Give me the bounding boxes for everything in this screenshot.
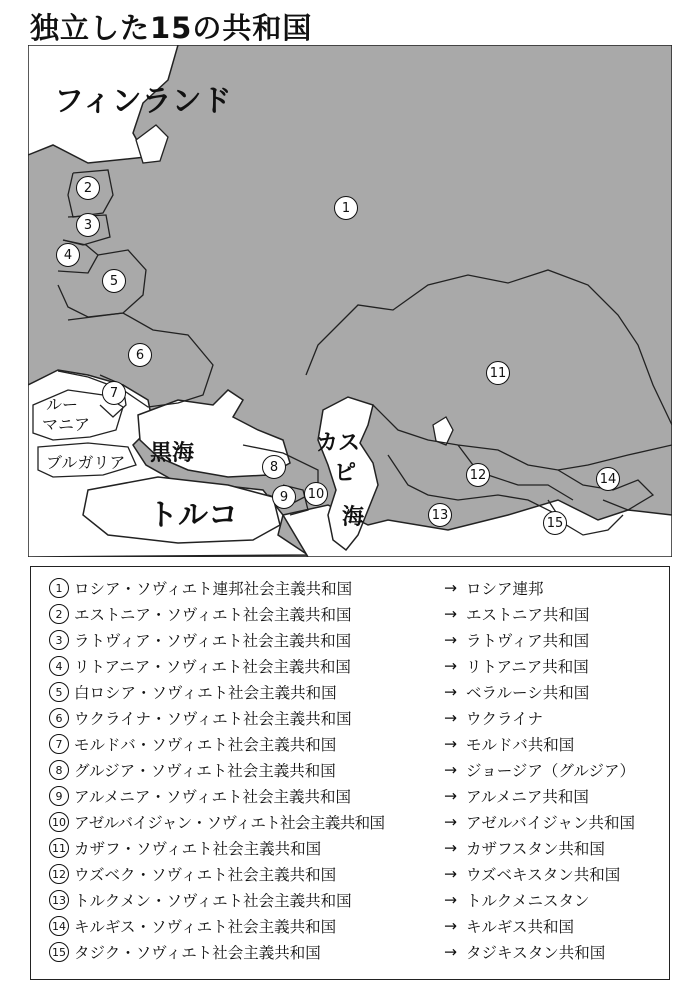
label-caspian-1: カス xyxy=(316,431,361,456)
legend-old-name: カザフ・ソヴィエト社会主義共和国 xyxy=(74,840,322,858)
marker-10: 10 xyxy=(304,482,328,506)
legend-old-name: トルクメン・ソヴィエト社会主義共和国 xyxy=(74,892,352,910)
marker-6: 6 xyxy=(128,343,152,367)
label-romania-2: マニア xyxy=(42,415,91,434)
map xyxy=(28,45,672,557)
marker-2: 2 xyxy=(76,176,100,200)
legend-number: 5 xyxy=(49,682,69,702)
arrow: → xyxy=(444,813,457,831)
legend-number: 2 xyxy=(49,604,69,624)
marker-14: 14 xyxy=(596,467,620,491)
marker-11: 11 xyxy=(486,361,510,385)
legend-row xyxy=(49,861,620,887)
legend-new-name: ベラルーシ共和国 xyxy=(466,684,590,702)
legend-number: 11 xyxy=(49,838,69,858)
legend-row xyxy=(49,835,605,861)
marker-15: 15 xyxy=(543,511,567,535)
label-turkey: トルコ xyxy=(148,498,238,533)
legend-row xyxy=(49,913,574,939)
legend-new-name: ウクライナ xyxy=(466,710,544,728)
legend-old-name: アゼルバイジャン・ソヴィエト社会主義共和国 xyxy=(74,814,385,832)
legend-number: 3 xyxy=(49,630,69,650)
arrow: → xyxy=(444,735,457,753)
legend-number: 14 xyxy=(49,916,69,936)
legend-old-name: キルギス・ソヴィエト社会主義共和国 xyxy=(74,918,337,936)
legend-number: 4 xyxy=(49,656,69,676)
legend-new-name: ラトヴィア共和国 xyxy=(466,632,590,650)
legend-row xyxy=(49,887,590,913)
legend-number: 1 xyxy=(49,578,69,598)
marker-4: 4 xyxy=(56,243,80,267)
legend-new-name: ウズベキスタン共和国 xyxy=(466,866,621,884)
label-caspian-2: ピ xyxy=(334,461,357,486)
legend-old-name: ロシア・ソヴィエト連邦社会主義共和国 xyxy=(74,580,353,598)
legend-row xyxy=(49,575,544,601)
legend-old-name: ウズベク・ソヴィエト社会主義共和国 xyxy=(74,866,337,884)
legend-new-name: トルクメニスタン xyxy=(466,892,590,910)
legend-new-name: カザフスタン共和国 xyxy=(466,840,605,858)
legend-old-name: ウクライナ・ソヴィエト社会主義共和国 xyxy=(74,710,352,728)
legend-number: 15 xyxy=(49,942,69,962)
legend-row xyxy=(49,783,589,809)
legend-row xyxy=(49,757,635,783)
label-bulgaria: ブルガリア xyxy=(46,453,126,472)
legend-row xyxy=(49,601,589,627)
legend-old-name: タジク・ソヴィエト社会主義共和国 xyxy=(74,944,321,962)
label-caspian-3: 海 xyxy=(342,505,365,530)
legend-number: 8 xyxy=(49,760,69,780)
legend-row xyxy=(49,731,574,757)
arrow: → xyxy=(444,917,457,935)
arrow: → xyxy=(444,891,457,909)
legend-number: 12 xyxy=(49,864,69,884)
marker-9: 9 xyxy=(272,485,296,509)
legend-row xyxy=(49,809,635,835)
legend-old-name: 白ロシア・ソヴィエト社会主義共和国 xyxy=(74,684,337,702)
page-title: 独立した15の共和国 xyxy=(30,11,313,45)
arrow: → xyxy=(444,761,457,779)
legend-old-name: リトアニア・ソヴィエト社会主義共和国 xyxy=(74,658,351,676)
arrow: → xyxy=(444,657,457,675)
arrow: → xyxy=(444,605,457,623)
legend-new-name: モルドバ共和国 xyxy=(466,736,575,754)
legend-number: 7 xyxy=(49,734,69,754)
legend-new-name: アゼルバイジャン共和国 xyxy=(466,814,635,832)
legend-old-name: グルジア・ソヴィエト社会主義共和国 xyxy=(74,762,336,780)
marker-5: 5 xyxy=(102,269,126,293)
legend-number: 6 xyxy=(49,708,69,728)
label-finland: フィンランド xyxy=(54,84,232,119)
legend-box xyxy=(30,566,670,980)
marker-8: 8 xyxy=(262,455,286,479)
marker-7: 7 xyxy=(102,381,126,405)
label-romania-1: ルー xyxy=(46,395,79,414)
legend-number: 10 xyxy=(49,812,69,832)
legend-row xyxy=(49,627,589,653)
legend-new-name: キルギス共和国 xyxy=(466,918,575,936)
arrow: → xyxy=(444,839,457,857)
legend-new-name: ジョージア（グルジア） xyxy=(466,762,636,780)
legend-new-name: アルメニア共和国 xyxy=(466,788,589,806)
label-black-sea: 黒海 xyxy=(150,441,195,466)
arrow: → xyxy=(444,787,457,805)
marker-3: 3 xyxy=(76,213,100,237)
legend-row xyxy=(49,705,543,731)
marker-1: 1 xyxy=(334,196,358,220)
legend-new-name: タジキスタン共和国 xyxy=(466,944,606,962)
legend-row xyxy=(49,653,589,679)
legend-old-name: エストニア・ソヴィエト社会主義共和国 xyxy=(74,606,352,624)
arrow: → xyxy=(444,683,457,701)
arrow: → xyxy=(444,579,457,597)
arrow: → xyxy=(444,631,457,649)
legend-number: 9 xyxy=(49,786,69,806)
legend-new-name: ロシア連邦 xyxy=(466,580,544,598)
marker-13: 13 xyxy=(428,503,452,527)
legend-old-name: アルメニア・ソヴィエト社会主義共和国 xyxy=(74,788,351,806)
arrow: → xyxy=(444,865,457,883)
legend-row xyxy=(49,939,605,965)
legend-new-name: エストニア共和国 xyxy=(466,606,590,624)
marker-12: 12 xyxy=(466,463,490,487)
legend-old-name: モルドバ・ソヴィエト社会主義共和国 xyxy=(74,736,337,754)
legend-new-name: リトアニア共和国 xyxy=(466,658,589,676)
legend-row xyxy=(49,679,589,705)
arrow: → xyxy=(444,709,457,727)
legend-number: 13 xyxy=(49,890,69,910)
legend-old-name: ラトヴィア・ソヴィエト社会主義共和国 xyxy=(74,632,352,650)
arrow: → xyxy=(444,943,457,961)
